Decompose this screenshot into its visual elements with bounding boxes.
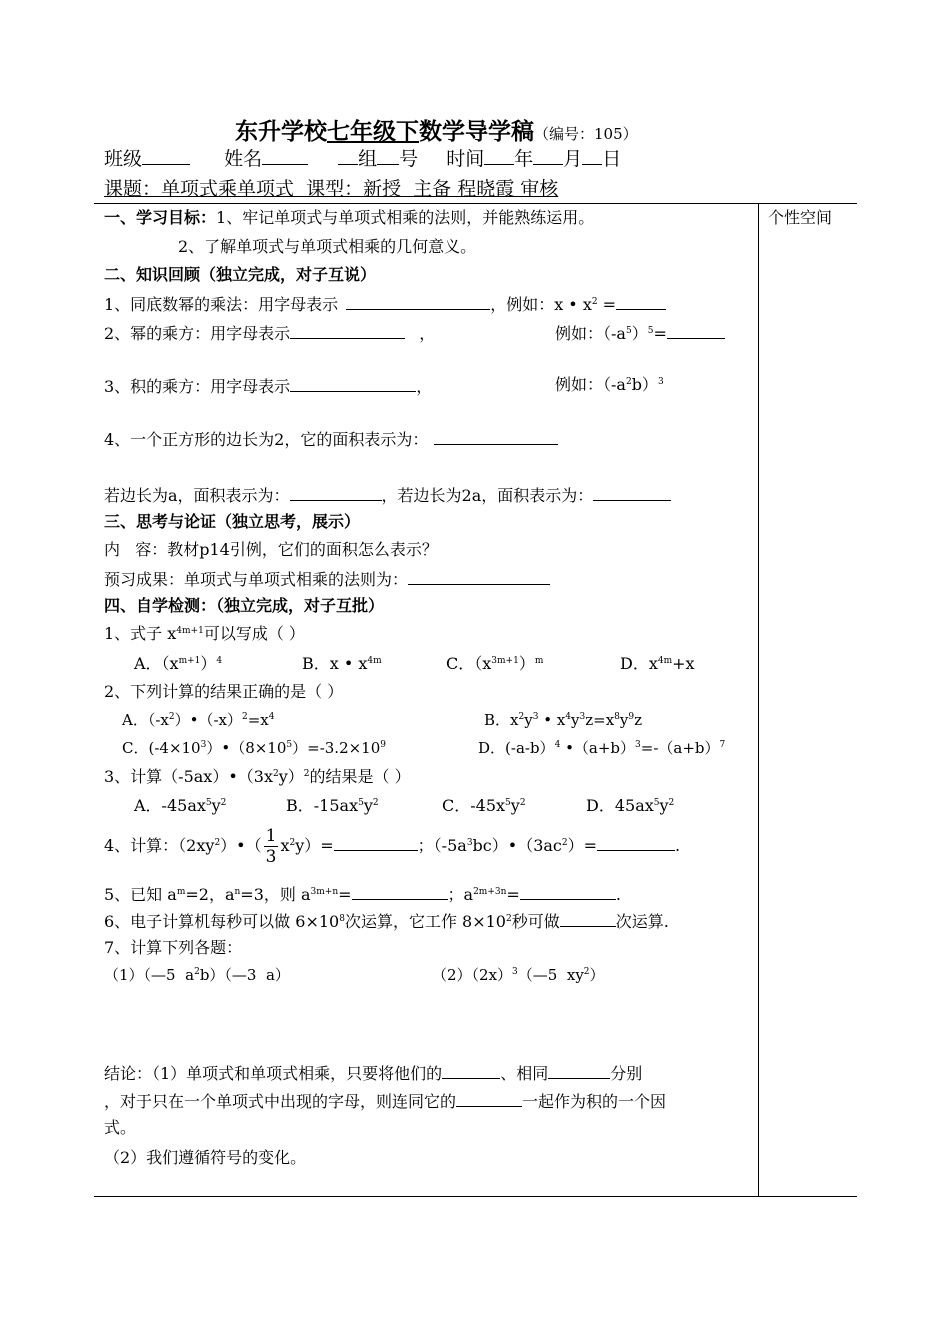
check-q1: 1、式子 $x^{4m+1}$可以写成（ ） (104, 624, 305, 643)
fraction-one-third: $\frac{1}{3}$ (265, 826, 277, 867)
review-q3: 3、积的乘方：用字母表示 ， (104, 377, 433, 396)
learning-goal-2: 2、了解单项式与单项式相乘的几何意义。 (178, 237, 477, 256)
table-bottom-border (94, 1196, 857, 1197)
check-q2-option-c: C．$(-4\times 10^3)•(8\times 10^5)=-3.2\times 10^9$ (122, 739, 387, 757)
check-q2-option-b: B．$x^2y^3$ • $x^4y^3z=x^8y^9z$ (484, 711, 643, 729)
check-q3-option-b: B．$-15ax^5y^2$ (286, 796, 379, 815)
preview-result: 预习成果：单项式与单项式相乘的法则为： (104, 570, 550, 588)
learning-goals: 一、学习目标：1、牢记单项式与单项式相乘的法则，并能熟练运用。 (104, 208, 595, 227)
topic-line: 课题：单项式乘单项式 课型：新授 主备 程晓霞 审核 (104, 178, 559, 200)
review-q2: 2、幂的乘方：用字母表示 ， (104, 324, 436, 343)
review-q4: 4、一个正方形的边长为2，它的面积表示为： (104, 430, 558, 448)
check-q7-part-2: $(2)(2x)^3(—5$ $xy^2$） (432, 966, 605, 984)
conclusion-line-1: 结论：（1）单项式和单项式相乘，只要将他们的 、相同 分别 (104, 1064, 643, 1083)
page-title: 东升学校七年级下数学导学稿（编号：105） (235, 118, 638, 145)
check-q2-option-a: A．$(-x^2)•(-x)^2=x^4$ (122, 711, 275, 729)
check-q7: 7、计算下列各题： (104, 938, 243, 957)
check-q2: 2、下列计算的结果正确的是（ ） (104, 682, 344, 701)
review-q1: 1、同底数幂的乘法：用字母表示 ，例如：x • $x^2$ = (104, 295, 666, 313)
section-3-heading: 三、思考与论证（独立思考，展示） (104, 512, 361, 531)
review-q2-example: 例如：$(-a^5)^5=$ (555, 324, 725, 342)
conclusion-line-3: 式。 (104, 1118, 137, 1137)
conclusion-line-2: ，对于只在一个单项式中出现的字母，则连同它的 一起作为积的一个因 (104, 1092, 667, 1111)
table-column-divider (758, 203, 759, 1197)
check-q2-option-d: D．(-a-b）$^4$ $•(a+b)^3=-(a+b)^7$ (478, 739, 726, 757)
check-q1-option-a: A．$(x^{m+1})^4$ (134, 654, 223, 673)
table-top-border (94, 203, 857, 204)
check-q1-option-b: B．x • $x^{4m}$ (302, 654, 382, 673)
think-content: 内 容：教材p14引例，它们的面积怎么表示？ (104, 540, 438, 559)
section-4-heading: 四、自学检测：（独立完成，对子互批） (104, 596, 385, 615)
check-q3: 3、计算$(-5ax)•(3x^2y)^2$的结果是（ ） (104, 767, 411, 786)
check-q1-option-c: C．$(x^{3m+1})^m$ (446, 654, 544, 673)
check-q5: 5、已知 $a^m=2$，$a^n=3$，则 $a^{3m+n}=$ ；$a^{2m+3n}=$ . (104, 885, 621, 904)
check-q4: 4、计算：$(2xy^2)•$（ $\frac{1}{3}$ $x^2y)=$ ；$(-5a^3bc)•(3ac^2)=$ . (104, 826, 681, 867)
info-line: 班级 姓名 组 号 时间 年 月 日 (104, 148, 622, 170)
section-2-heading: 二、知识回顾（独立完成，对子互说） (104, 265, 377, 284)
review-q5: 若边长为a，面积表示为： ，若边长为2a，面积表示为： (104, 486, 671, 504)
check-q3-option-a: A．$-45ax^5y^2$ (134, 796, 227, 815)
check-q3-option-c: C．$-45x^5y^2$ (442, 796, 526, 815)
check-q1-option-d: D．$x^{4m}+x$ (620, 654, 695, 673)
check-q7-part-1: （1）（—5 $a^2b)(—3$ a） (104, 966, 290, 984)
side-column-label: 个性空间 (768, 208, 833, 227)
conclusion-line-4: （2）我们遵循符号的变化。 (104, 1148, 307, 1167)
check-q6: 6、电子计算机每秒可以做 $6\times 10^8$次运算，它工作 $8\times 10^2$秒可做 次运算. (104, 912, 669, 931)
review-q3-example: 例如：$(-a^2b)^3$ (555, 375, 664, 394)
check-q3-option-d: D．$45ax^5y^2$ (586, 796, 675, 815)
